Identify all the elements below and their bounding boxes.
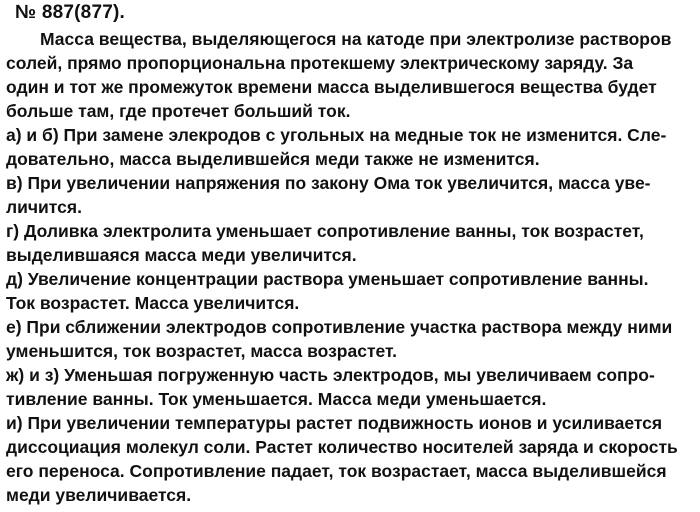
- text-line: Масса вещества, выделяющегося на катоде при электролизе растворов: [40, 29, 672, 49]
- text-line: солей, прямо пропорциональна протекшему электрическому заряду. За: [6, 53, 634, 73]
- answer-e-line: е) При сближении электродов сопротивление участка раствора между ними: [6, 317, 673, 337]
- text-line: один и тот же промежуток времени масса выделившегося вещества будет: [6, 77, 657, 97]
- answer-zh-z-line: ж) и з) Уменьшая погруженную часть электродов, мы увеличиваем сопро-: [6, 365, 655, 385]
- text-line: выделившаяся масса меди увеличится.: [6, 245, 357, 265]
- text-line: уменьшится, ток возрастет, масса возрастет.: [6, 341, 397, 361]
- text-line: тивление ванны. Ток уменьшается. Масса меди уменьшается.: [6, 389, 547, 409]
- answer-ab-line: а) и б) При замене элекродов с угольных на медные ток не изменится. Сле-: [6, 125, 667, 145]
- text-line: диссоциация молекул соли. Растет количество носителей заряда и скорость: [6, 437, 678, 457]
- text-line: довательно, масса выделившейся меди также не изменится.: [6, 149, 540, 169]
- answer-i-line: и) При увеличении температуры растет подвижность ионов и усиливается: [6, 413, 663, 433]
- answer-d-line: д) Увеличение концентрации раствора уменьшает сопротивление ванны.: [6, 269, 649, 289]
- text-line: его переноса. Сопротивление падает, ток возрастает, масса выделившейся: [6, 461, 667, 481]
- text-line: меди увеличивается.: [6, 485, 192, 505]
- text-line: личится.: [6, 197, 82, 217]
- text-line: Ток возрастет. Масса увеличится.: [6, 293, 300, 313]
- problem-number-title: № 887(877).: [15, 2, 125, 23]
- answer-g-line: г) Доливка электролита уменьшает сопротивление ванны, ток возрастет,: [6, 221, 644, 241]
- text-line: больше там, где протечет больший ток.: [6, 101, 351, 121]
- answer-v-line: в) При увеличении напряжения по закону Ома ток увеличится, масса уве-: [6, 173, 651, 193]
